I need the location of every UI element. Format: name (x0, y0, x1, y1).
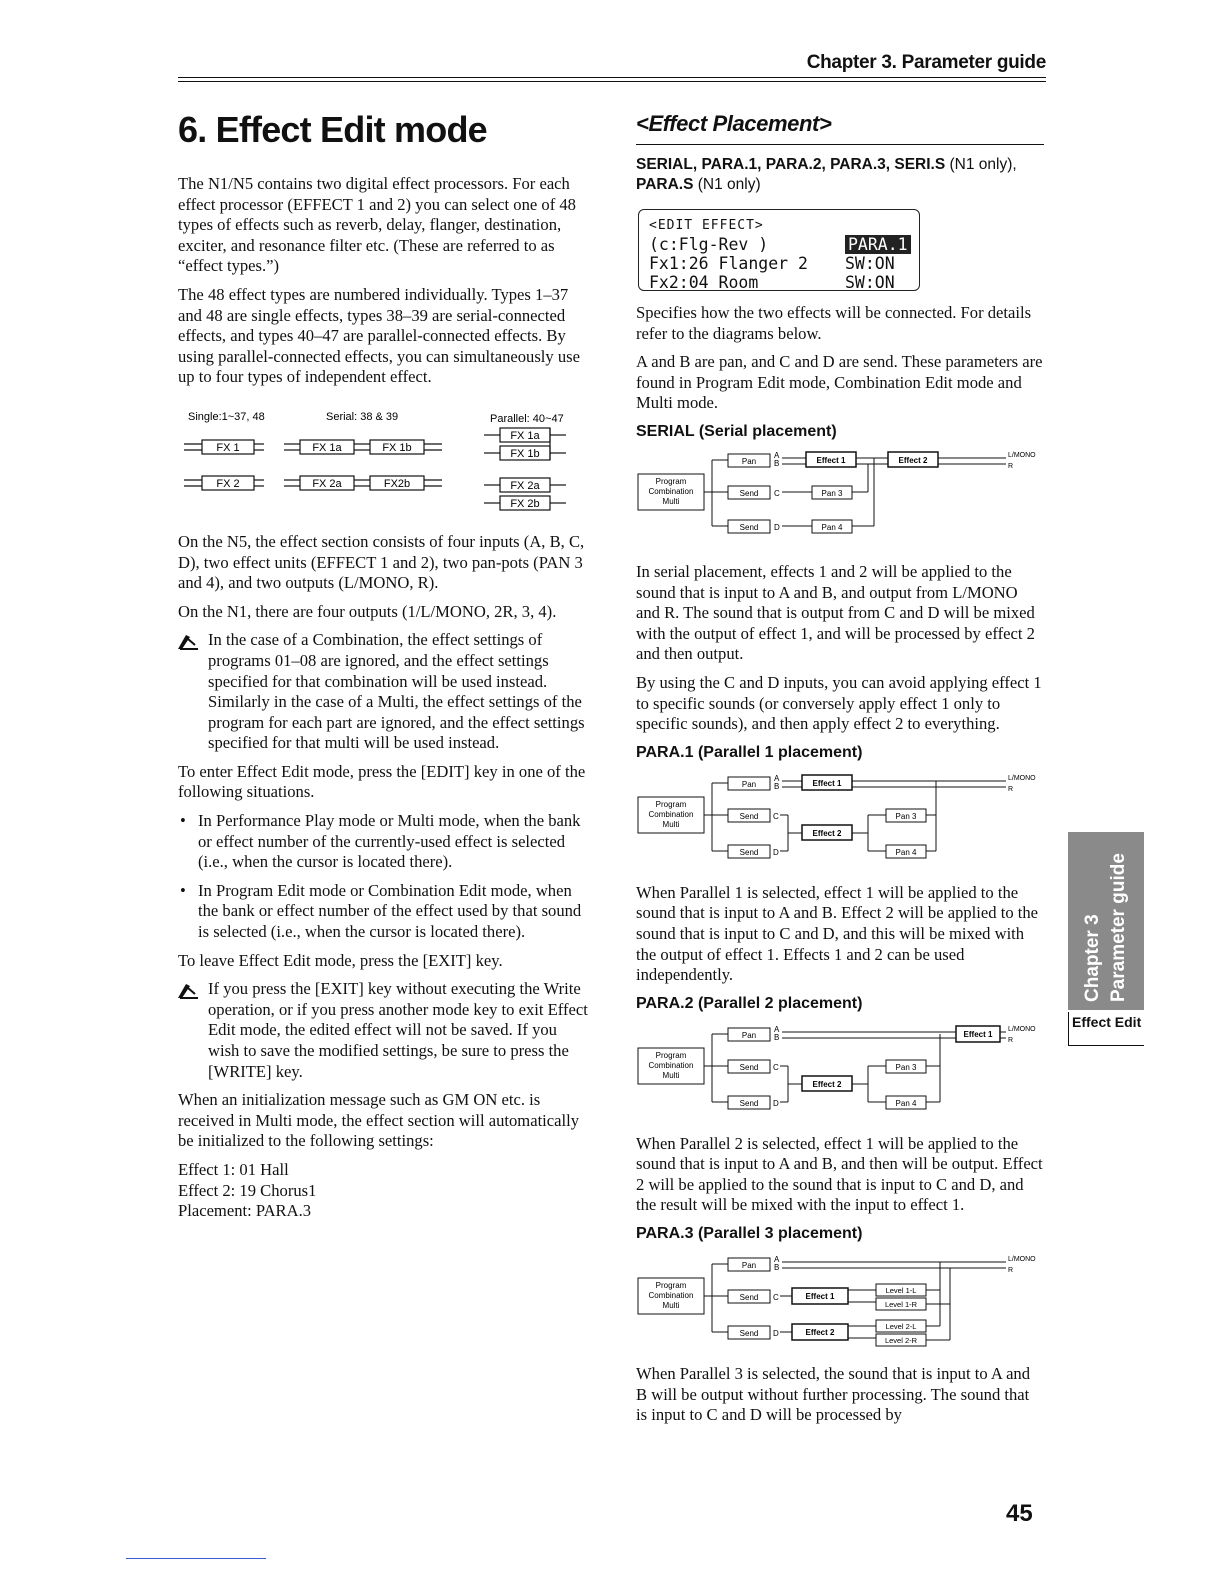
level-2l-box: Level 2-L (885, 1322, 917, 1332)
serial-description-2: By using the C and D inputs, you can avoid applying effect 1 to specific sounds (or conversely apply effect 1 only to specific sounds), and then apply effect 2 to everything. (636, 672, 1042, 734)
input-a-label: A (774, 1024, 780, 1034)
output-lmono: L/MONO (1008, 774, 1036, 782)
effect2-box: Effect 2 (805, 1328, 835, 1338)
values-bold-2: PARA.S (636, 176, 694, 193)
fx1a-box: FX 1a (312, 441, 342, 454)
thumb-tab-chapter: Chapter 3 (1082, 914, 1103, 1002)
page-header (178, 52, 1046, 82)
pan3-box: Pan 3 (895, 1062, 917, 1072)
pan3-box: Pan 3 (821, 488, 843, 498)
source-program: Program (655, 476, 687, 486)
source-combination: Combination (648, 1060, 694, 1070)
lcd-display (638, 209, 920, 291)
exit-note-text: If you press the [EXIT] key without executing the Write operation, or if you press another mode key to exit Effect Edit mode, the edited effect will not be saved. If you wish to save the modified settings, be sure to press the [WRITE] key. (208, 979, 588, 1081)
pan4-box: Pan 4 (895, 1098, 917, 1108)
input-c-label: C (773, 1062, 779, 1072)
para2-heading: PARA.2 (Parallel 2 placement) (636, 994, 863, 1012)
parameter-title-rule (636, 144, 1044, 145)
input-a-label: A (774, 773, 780, 783)
header-rule-thin (178, 81, 1046, 82)
lcd-line-3-right: SW:ON (845, 254, 895, 273)
parameter-title: <Effect Placement> (636, 111, 832, 136)
pan-box: Pan (741, 1030, 757, 1040)
input-b-label: B (774, 458, 780, 468)
initialization-paragraph: When an initialization message such as GM ON etc. is received in Multi mode, the effect section will automatically be initialized to the following settings: (178, 1090, 580, 1151)
pan-box: Pan (741, 1261, 757, 1271)
lcd-line-3 (649, 254, 919, 273)
parallel-types-label: Parallel: 40~47 (490, 412, 564, 425)
output-lmono: L/MONO (1008, 451, 1036, 459)
fx2b-box: FX2b (383, 477, 411, 490)
effect2-box: Effect 2 (812, 828, 842, 838)
header-rule (178, 77, 1046, 78)
list-item: • In Performance Play mode or Multi mode, when the bank or effect number of the currently-used effect is selected (i.e., when the cursor is located there). (178, 811, 590, 873)
init-effect2: Effect 2: 19 Chorus1 (178, 1180, 317, 1200)
input-d-label: D (774, 522, 780, 532)
pan3-box: Pan 3 (895, 811, 917, 821)
combination-note (178, 630, 590, 754)
init-effect1: Effect 1: 01 Hall (178, 1159, 289, 1179)
pan-box: Pan (741, 456, 757, 466)
section-title: 6. Effect Edit mode (178, 109, 487, 150)
effect2-box: Effect 2 (898, 455, 928, 465)
effect1-box: Effect 1 (963, 1029, 993, 1039)
para1-description: When Parallel 1 is selected, effect 1 will be applied to the sound that is input to A and B. Effect 2 will be applied to the sound that is input to C and D, and this will be mixed with the output of effect 1. Effects 1 and 2 can be used independently. (636, 882, 1039, 985)
level-1r-box: Level 1-R (884, 1300, 918, 1310)
output-r: R (1008, 1267, 1014, 1275)
source-program: Program (655, 1281, 687, 1291)
send-c-box: Send (739, 1293, 759, 1303)
list-item: • In Program Edit mode or Combination Edit mode, when the bank or effect number of the effect used by that sound is selected (i.e., when the cursor is located there). (178, 881, 590, 943)
input-c-label: C (773, 1293, 779, 1303)
para2-description: When Parallel 2 is selected, effect 1 will be applied to the sound that is input to A and B, and then will be output. Effect 2 will be applied to the sound that is input to C and D, and the result will be mixed with the input to effect 1. (636, 1133, 1043, 1215)
effect2-box: Effect 2 (812, 1079, 842, 1089)
source-multi: Multi (662, 819, 680, 829)
send-d-box: Send (739, 1098, 759, 1108)
input-c-label: C (774, 488, 780, 498)
chapter-title: Chapter 3. Parameter guide (806, 52, 1046, 73)
enter-conditions-list (178, 811, 590, 943)
source-multi: Multi (662, 496, 680, 506)
exit-note (178, 979, 590, 1082)
parallel-fx2a-box: FX 2a (510, 479, 540, 492)
serial-description-1: In serial placement, effects 1 and 2 will be applied to the sound that is input to A and B, and output from L/MONO and R. The sound that is output from C and D will be mixed with the output of effect 1, and will be processed by effect 2 and then output. (636, 561, 1035, 664)
chapter-thumb-tab (1068, 832, 1144, 1048)
input-d-label: D (773, 847, 779, 857)
level-2r-box: Level 2-R (884, 1336, 918, 1346)
source-program: Program (655, 1050, 687, 1060)
para1-heading: PARA.1 (Parallel 1 placement) (636, 743, 863, 761)
level-1l-box: Level 1-L (885, 1286, 917, 1296)
thumb-tab-guide: Parameter guide (1108, 853, 1129, 1002)
pan4-box: Pan 4 (895, 847, 917, 857)
serial-types-label: Serial: 38 & 39 (326, 410, 399, 423)
n5-paragraph: On the N5, the effect section consists of four inputs (A, B, C, D), two effect units (EFFECT 1 and 2), two pan-pots (PAN 3 and 4), and two outputs (L/MONO, R). (178, 531, 585, 593)
footer-link-line (126, 1558, 266, 1559)
values-note-2: (N1 only) (693, 176, 761, 193)
single-types-label: Single:1~37, 48 (188, 410, 265, 423)
para3-diagram (636, 1252, 1044, 1352)
source-program: Program (655, 799, 687, 809)
source-multi: Multi (662, 1070, 680, 1080)
fx2a-box: FX 2a (312, 477, 342, 490)
input-c-label: C (773, 811, 779, 821)
lcd-line-4-left: Fx2:04 Room (649, 273, 759, 292)
lcd-line-1: <EDIT EFFECT> (649, 218, 764, 233)
pan-box: Pan (741, 779, 757, 789)
source-multi: Multi (662, 1301, 680, 1311)
right-column (636, 108, 1044, 1434)
lcd-placement-value: PARA.1 (845, 235, 911, 254)
effect1-box: Effect 1 (812, 778, 842, 788)
output-r: R (1008, 462, 1014, 470)
lcd-line-3-left: Fx1:26 Flanger 2 (649, 254, 808, 273)
input-b-label: B (774, 1032, 780, 1042)
input-d-label: D (773, 1329, 779, 1339)
page-number: 45 (1006, 1500, 1033, 1527)
output-r: R (1008, 1036, 1014, 1044)
source-combination: Combination (648, 809, 694, 819)
fx1b-box: FX 1b (382, 441, 412, 454)
effect-types-paragraph: The 48 effect types are numbered individually. Types 1–37 and 48 are single effects, types 38–39 are serial-connected effects, and types 40–47 are parallel-connected effects. By using parallel-connected effects, you can simultaneously use up to four types of independent effect. (178, 284, 580, 387)
thumb-tab-left-rule (1068, 1012, 1069, 1046)
para1-diagram (636, 771, 1044, 871)
lcd-line-4-right: SW:ON (845, 273, 895, 292)
source-combination: Combination (648, 1291, 694, 1301)
effect-types-diagram (178, 396, 590, 520)
input-d-label: D (773, 1098, 779, 1108)
output-lmono: L/MONO (1008, 1025, 1036, 1033)
lcd-line-4 (649, 273, 919, 292)
parallel-fx2b-box: FX 2b (510, 497, 540, 510)
fx1-box: FX 1 (216, 441, 240, 454)
source-combination: Combination (648, 486, 694, 496)
thumb-tab-section: Effect Edit (1072, 1014, 1142, 1030)
send-d-box: Send (739, 522, 759, 532)
lcd-line-2 (649, 235, 919, 254)
enter-mode-paragraph: To enter Effect Edit mode, press the [EDIT] key in one of the following situations. (178, 761, 586, 802)
send-d-box: Send (739, 847, 759, 857)
values-note-1: (N1 only), (945, 156, 1017, 173)
init-placement: Placement: PARA.3 (178, 1201, 312, 1221)
send-c-box: Send (739, 1062, 759, 1072)
left-column (178, 108, 590, 1222)
para3-heading: PARA.3 (Parallel 3 placement) (636, 1225, 863, 1243)
parameter-values (636, 155, 1044, 195)
serial-diagram (636, 450, 1044, 550)
initial-settings (178, 1160, 590, 1222)
n1-paragraph: On the N1, there are four outputs (1/L/MONO, 2R, 3, 4). (178, 601, 557, 621)
inputs-description: A and B are pan, and C and D are send. These parameters are found in Program Edit mode, Combination Edit mode and Multi mode. (636, 352, 1043, 413)
effect1-box: Effect 1 (816, 455, 846, 465)
thumb-tab-bottom-rule (1068, 1045, 1144, 1046)
lcd-line-2-left: (c:Flg-Rev ) (649, 235, 769, 254)
input-b-label: B (774, 781, 780, 791)
output-lmono: L/MONO (1008, 1256, 1036, 1264)
pen-note-icon (176, 980, 200, 1000)
pen-note-icon (176, 631, 200, 651)
para2-diagram (636, 1022, 1044, 1122)
pan4-box: Pan 4 (821, 522, 843, 532)
effect1-box: Effect 1 (805, 1292, 835, 1302)
para3-description: When Parallel 3 is selected, the sound that is input to A and B will be output without further processing. The sound that is input to C and D will be processed by (636, 1364, 1031, 1425)
values-bold-1: SERIAL, PARA.1, PARA.2, PARA.3, SERI.S (636, 156, 946, 173)
intro-paragraph: The N1/N5 contains two digital effect processors. For each effect processor (EFFECT 1 and 2) you can select one of 48 types of effects such as reverb, delay, flanger, destination, exciter, and resonance filter etc. (These are referred to as “effect types.”) (178, 174, 576, 276)
output-r: R (1008, 785, 1014, 793)
send-d-box: Send (739, 1329, 759, 1339)
parallel-fx1a-box: FX 1a (510, 429, 540, 442)
thumb-tab-block (1068, 832, 1144, 1010)
fx2-box: FX 2 (216, 477, 240, 490)
placement-description: Specifies how the two effects will be connected. For details refer to the diagrams below. (636, 303, 1032, 343)
combination-note-text: In the case of a Combination, the effect settings of programs 01–08 are ignored, and the effect settings specified for that combination will be used instead. Similarly in the case of a Multi, the effect settings of the program for each part are ignored, and the effect settings specified for that multi will be used instead. (208, 630, 585, 753)
send-c-box: Send (739, 811, 759, 821)
input-b-label: B (774, 1263, 780, 1273)
serial-heading: SERIAL (Serial placement) (636, 422, 837, 440)
send-c-box: Send (739, 488, 759, 498)
input-a-label: A (774, 1255, 780, 1265)
input-a-label: A (774, 450, 780, 460)
parallel-fx1b-box: FX 1b (510, 447, 540, 460)
leave-mode-paragraph: To leave Effect Edit mode, press the [EXIT] key. (178, 950, 503, 970)
